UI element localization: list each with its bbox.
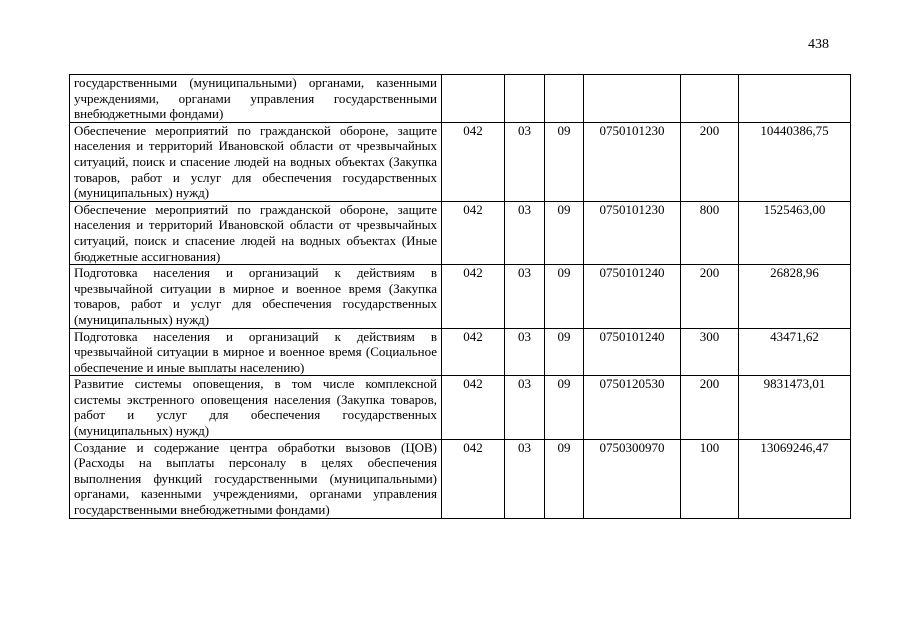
cell-subsection-code: 09 — [545, 201, 584, 264]
cell-amount: 13069246,47 — [739, 439, 851, 518]
cell-description: Создание и содержание центра обработки вызовов (ЦОВ) (Расходы на выплаты персоналу в целях обеспечения выполнения функций государственными (муниципальными) органами, казенными учреждениями, органами управления государственными внебюджетными фондами) — [70, 439, 442, 518]
cell-target-article — [584, 75, 681, 123]
cell-description: Подготовка населения и организаций к действиям в чрезвычайной ситуации в мирное и военное время (Социальное обеспечение и иные выплаты населению) — [70, 328, 442, 376]
cell-target-article: 0750101230 — [584, 201, 681, 264]
cell-subsection-code: 09 — [545, 376, 584, 439]
cell-subsection-code: 09 — [545, 328, 584, 376]
cell-subsection-code — [545, 75, 584, 123]
table-row — [70, 265, 851, 328]
cell-section-code — [505, 75, 545, 123]
cell-amount — [739, 75, 851, 123]
page-number: 438 — [808, 37, 829, 52]
cell-expense-type: 800 — [681, 201, 739, 264]
cell-expense-type: 100 — [681, 439, 739, 518]
cell-subsection-code: 09 — [545, 265, 584, 328]
table-row — [70, 122, 851, 201]
cell-amount: 43471,62 — [739, 328, 851, 376]
cell-amount: 26828,96 — [739, 265, 851, 328]
cell-amount: 10440386,75 — [739, 122, 851, 201]
cell-ministry-code: 042 — [442, 328, 505, 376]
cell-description: государственными (муниципальными) органами, казенными учреждениями, органами управления государственными внебюджетными фондами) — [70, 75, 442, 123]
cell-description: Обеспечение мероприятий по гражданской обороне, защите населения и территорий Ивановской области от чрезвычайных ситуаций, поиск и спасение людей на водных объектах (Иные бюджетные ассигнования) — [70, 201, 442, 264]
cell-expense-type: 200 — [681, 376, 739, 439]
cell-section-code: 03 — [505, 265, 545, 328]
cell-expense-type — [681, 75, 739, 123]
cell-ministry-code: 042 — [442, 265, 505, 328]
cell-ministry-code: 042 — [442, 376, 505, 439]
cell-section-code: 03 — [505, 439, 545, 518]
table-row — [70, 328, 851, 376]
cell-expense-type: 200 — [681, 122, 739, 201]
table-body — [70, 75, 851, 519]
cell-ministry-code: 042 — [442, 122, 505, 201]
cell-subsection-code: 09 — [545, 122, 584, 201]
table-row — [70, 75, 851, 123]
table-row — [70, 376, 851, 439]
cell-target-article: 0750120530 — [584, 376, 681, 439]
budget-table — [69, 74, 851, 519]
cell-target-article: 0750300970 — [584, 439, 681, 518]
cell-ministry-code — [442, 75, 505, 123]
cell-description: Подготовка населения и организаций к действиям в чрезвычайной ситуации в мирное и военное время (Закупка товаров, работ и услуг для обеспечения государственных (муниципальных) нужд) — [70, 265, 442, 328]
cell-expense-type: 200 — [681, 265, 739, 328]
table-row — [70, 201, 851, 264]
table-row — [70, 439, 851, 518]
cell-section-code: 03 — [505, 328, 545, 376]
cell-target-article: 0750101240 — [584, 265, 681, 328]
cell-amount: 1525463,00 — [739, 201, 851, 264]
cell-subsection-code: 09 — [545, 439, 584, 518]
cell-description: Развитие системы оповещения, в том числе комплексной системы экстренного оповещения населения (Закупка товаров, работ и услуг для обеспечения государственных (муниципальных) нужд) — [70, 376, 442, 439]
cell-section-code: 03 — [505, 376, 545, 439]
cell-description: Обеспечение мероприятий по гражданской обороне, защите населения и территорий Ивановской области от чрезвычайных ситуаций, поиск и спасение людей на водных объектах (Закупка товаров, работ и услуг для обеспечения государственных (муниципальных) нужд) — [70, 122, 442, 201]
cell-ministry-code: 042 — [442, 201, 505, 264]
cell-section-code: 03 — [505, 122, 545, 201]
cell-target-article: 0750101230 — [584, 122, 681, 201]
cell-section-code: 03 — [505, 201, 545, 264]
cell-expense-type: 300 — [681, 328, 739, 376]
cell-target-article: 0750101240 — [584, 328, 681, 376]
cell-amount: 9831473,01 — [739, 376, 851, 439]
cell-ministry-code: 042 — [442, 439, 505, 518]
